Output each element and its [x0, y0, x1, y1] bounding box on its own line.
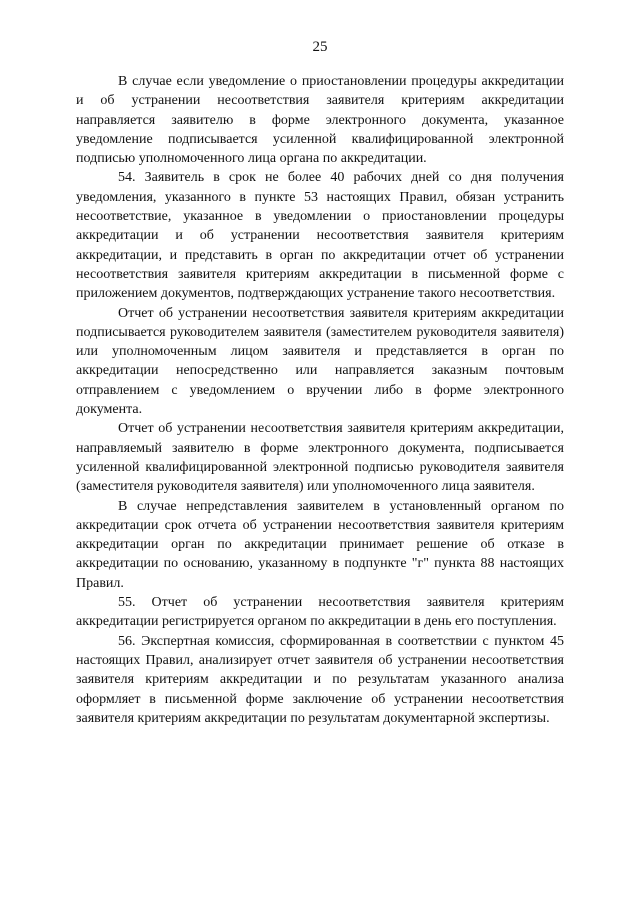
paragraph-item-54: 54. Заявитель в срок не более 40 рабочих дней со дня получения уведомления, указанного в пункте 53 настоящих Правил, обязан устранить несоответствие, указанное в уведомлении о приостановлении процедуры аккредитации и об устранении несоответствия заявителя критериям аккредитации, и представить в орган по аккредитации отчет об устранении несоответствия заявителя критериям аккредитации в письменной форме с приложением документов, подтверждающих устранение такого несоответствия.	[76, 170, 564, 302]
paragraph: В случае непредставления заявителем в установленный органом по аккредитации срок отчета об устранении несоответствия заявителя критериям аккредитации орган по аккредитации принимает решение об отказе в аккредитации по основанию, указанному в подпункте "г" пункта 88 настоящих Правил.	[76, 498, 564, 591]
paragraph: Отчет об устранении несоответствия заявителя критериям аккредитации подписывается руководителем заявителя (заместителем руководителя заявителя) или уполномоченным лицом заявителя и представляется в орган по аккредитации непосредственно или направляется заказным почтовым отправлением с уведомлением о вручении либо в форме электронного документа.	[76, 305, 564, 418]
document-body	[76, 72, 564, 728]
paragraph: В случае если уведомление о приостановлении процедуры аккредитации и об устранении несоответствия заявителя критериям аккредитации направляется заявителю в форме электронного документа, указанное уведомление подписывается усиленной квалифицированной электронной подписью уполномоченного лица органа по аккредитации.	[76, 74, 564, 167]
page-number: 25	[312, 39, 328, 55]
paragraph: Отчет об устранении несоответствия заявителя критериям аккредитации, направляемый заявителю в форме электронного документа, подписывается усиленной квалифицированной электронной подписью руководителя заявителя (заместителя руководителя заявителя) или уполномоченного лица заявителя.	[76, 421, 564, 495]
paragraph-item-56: 56. Экспертная комиссия, сформированная в соответствии с пунктом 45 настоящих Правил, анализирует отчет заявителя об устранении несоответствия заявителя критериям аккредитации и по результатам указанного анализа оформляет в письменной форме заключение об устранении несоответствия заявителя критериям аккредитации по результатам документарной экспертизы.	[76, 633, 564, 726]
paragraph-item-55: 55. Отчет об устранении несоответствия заявителя критериям аккредитации регистрируется органом по аккредитации в день его поступления.	[76, 595, 564, 630]
